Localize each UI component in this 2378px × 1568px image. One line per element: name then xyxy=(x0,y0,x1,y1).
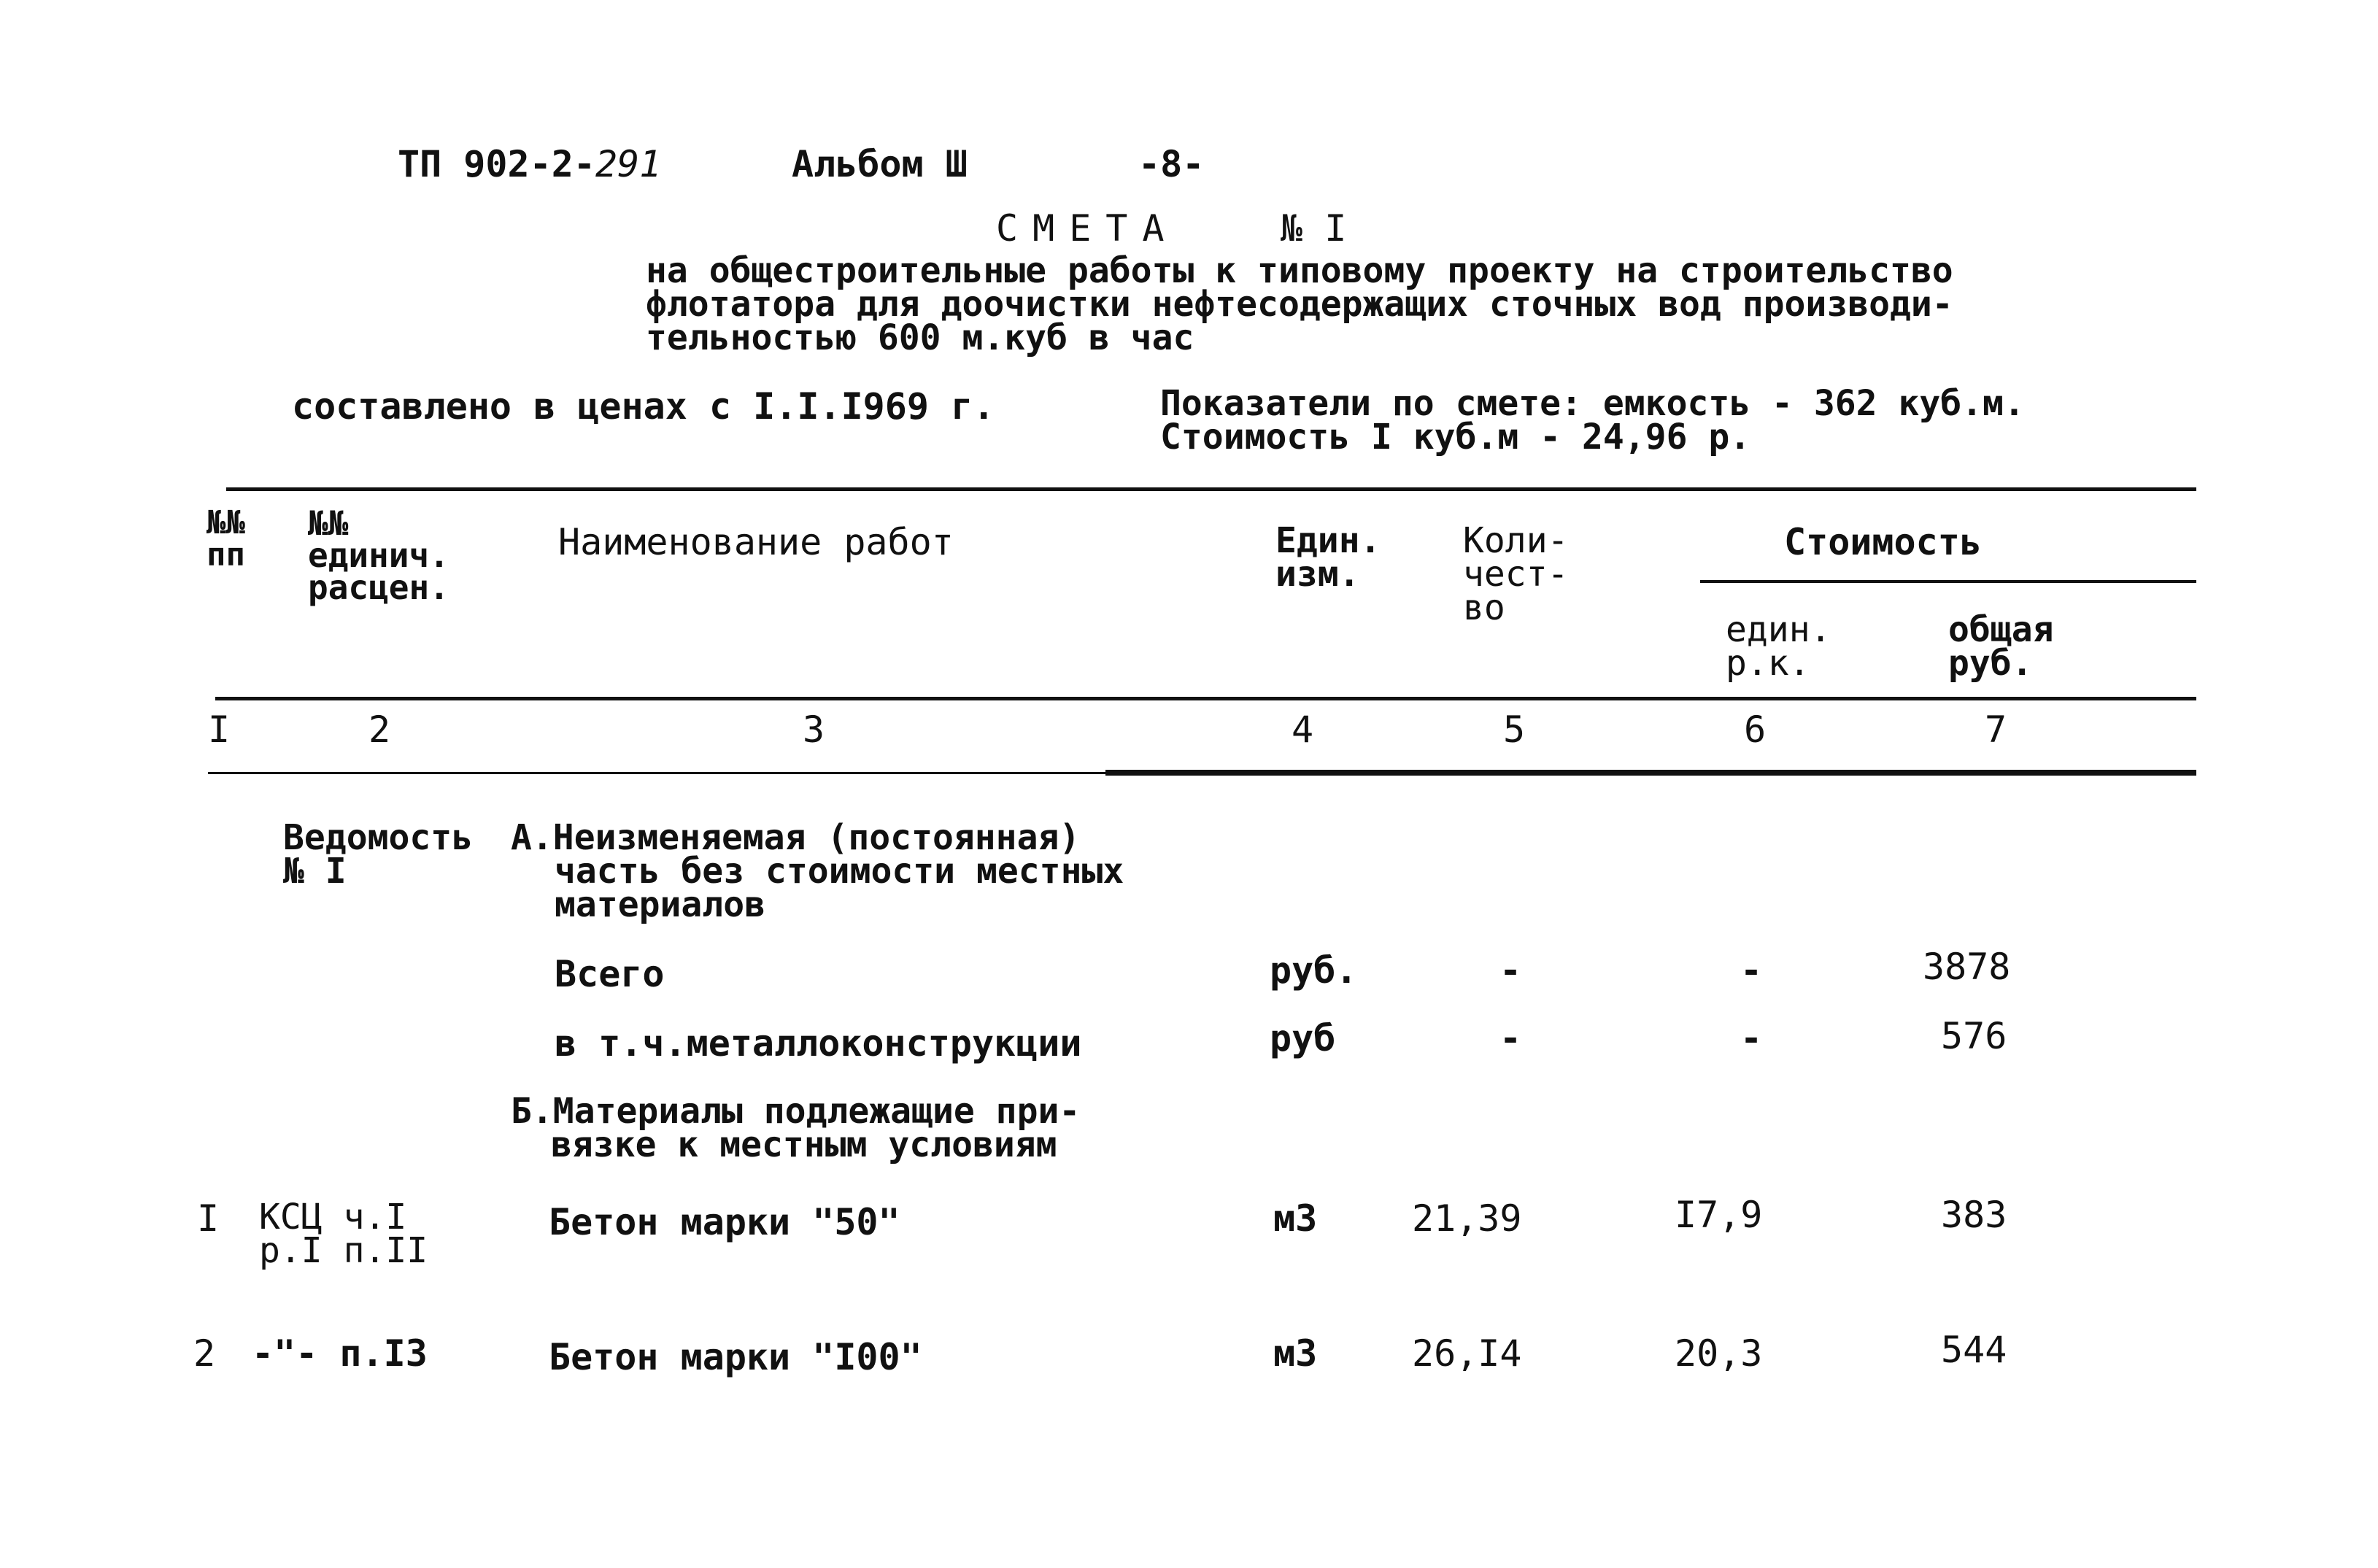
row-total: 3878 xyxy=(1923,946,2011,988)
row-total: 544 xyxy=(1941,1329,2007,1371)
row-ref: КСЦ ч.I р.I п.II xyxy=(259,1197,428,1271)
column-numbers-rule-left xyxy=(208,772,1113,774)
header-col1: №№ пп xyxy=(206,504,245,573)
row-unit-cost: - xyxy=(1740,1017,1763,1059)
row-unit: руб. xyxy=(1270,949,1358,992)
header-bottom-rule xyxy=(215,697,2196,700)
header-col3: Наименование работ xyxy=(558,521,954,563)
row-number: I xyxy=(197,1197,220,1240)
row-total: 576 xyxy=(1941,1015,2007,1057)
page-number: -8- xyxy=(1138,143,1205,185)
col-number-3: 3 xyxy=(803,708,825,751)
cost-subheader-rule xyxy=(1700,580,2196,583)
row-unit-cost: - xyxy=(1740,949,1763,992)
project-number: 291 xyxy=(595,143,662,185)
col-number-5: 5 xyxy=(1503,708,1526,751)
header-cost: Стоимость xyxy=(1784,521,1982,563)
header-col7: общая руб. xyxy=(1948,609,2054,684)
row-unit: м3 xyxy=(1273,1332,1318,1375)
estimate-indicators xyxy=(1160,383,2025,457)
row-name: Всего xyxy=(555,953,665,995)
document-subtitle xyxy=(646,250,1953,358)
section-a-title: А.Неизменяемая (постоянная) часть без стоимости местных материалов xyxy=(511,817,1124,925)
row-total: 383 xyxy=(1941,1194,2007,1236)
row-unit-cost: I7,9 xyxy=(1675,1194,1763,1236)
project-code-prefix: ТП 902-2- xyxy=(398,143,595,185)
section-b-title: Б.Материалы подлежащие при- вязке к местным условиям xyxy=(511,1091,1081,1165)
header-col2: №№ единич. расцен. xyxy=(308,503,449,607)
header-col5: Коли- чест- во xyxy=(1463,520,1569,628)
row-unit: руб xyxy=(1270,1017,1336,1059)
row-unit: м3 xyxy=(1273,1197,1318,1240)
row-name: Бетон марки "I00" xyxy=(549,1336,922,1378)
row-unit-cost: 20,3 xyxy=(1675,1332,1763,1375)
indicator-capacity: Показатели по смете: емкость - 362 куб.м. xyxy=(1160,383,2025,424)
document-title: СМЕТА xyxy=(996,207,1179,250)
row-qty: - xyxy=(1499,1017,1522,1059)
album-label: Альбом Ш xyxy=(792,143,968,185)
project-code xyxy=(398,143,662,185)
subtitle-line-2: флотатора для доочистки нефтесодержащих сточных вод производи- xyxy=(646,284,1953,325)
row-name: в т.ч.металлоконструкции xyxy=(555,1022,1082,1065)
row-ref: -"- п.I3 xyxy=(252,1332,428,1375)
row-name: Бетон марки "50" xyxy=(549,1201,900,1243)
row-qty: 21,39 xyxy=(1412,1197,1522,1240)
header-col4: Един. изм. xyxy=(1275,520,1381,595)
indicator-unit-cost: Стоимость I куб.м - 24,96 р. xyxy=(1160,417,1751,457)
table-top-rule xyxy=(226,487,2196,491)
col-number-4: 4 xyxy=(1292,708,1314,751)
col-number-1: I xyxy=(208,708,231,751)
col-number-2: 2 xyxy=(368,708,391,751)
column-numbers-rule-right xyxy=(1105,770,2196,776)
subtitle-line-1: на общестроительные работы к типовому проекту на строительство xyxy=(646,250,1953,291)
estimate-number: № I xyxy=(1281,207,1347,250)
row-qty: 26,I4 xyxy=(1412,1332,1522,1375)
section-a-ref: Ведомость № I xyxy=(283,817,474,892)
row-number: 2 xyxy=(193,1332,216,1375)
row-qty: - xyxy=(1499,949,1522,992)
subtitle-line-3: тельностью 600 м.куб в час xyxy=(646,317,1194,358)
header-col6: един. р.к. xyxy=(1726,609,1831,684)
price-basis: составлено в ценах с I.I.I969 г. xyxy=(292,385,995,428)
col-number-6: 6 xyxy=(1744,708,1767,751)
col-number-7: 7 xyxy=(1985,708,2007,751)
